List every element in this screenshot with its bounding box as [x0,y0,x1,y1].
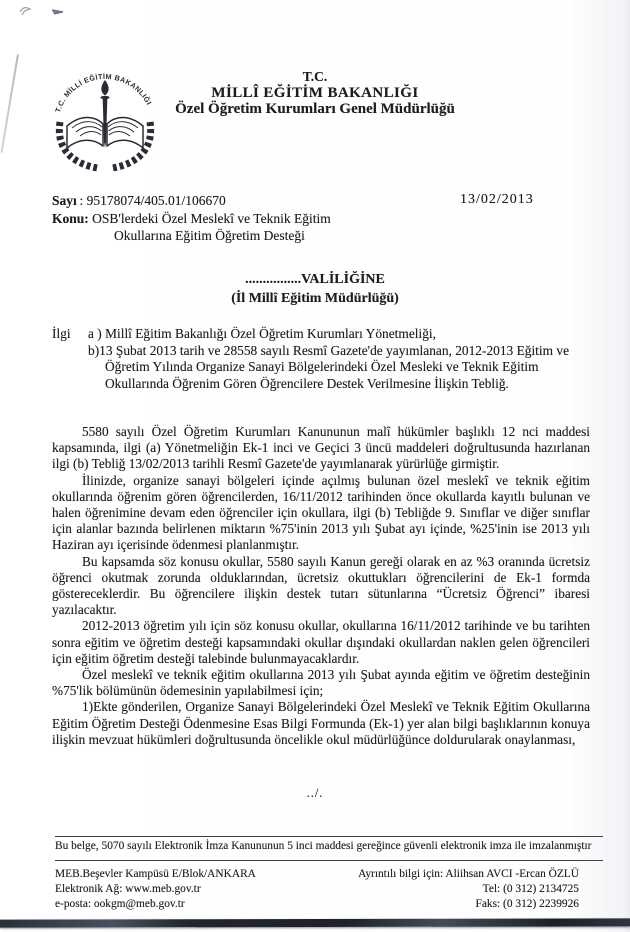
konu-label: Konu: [52,210,89,226]
konu-line1 [52,210,331,228]
scan-scribble-marks [14,2,84,22]
sayi-label: Sayı [52,193,77,208]
footer-divider-bottom [55,860,603,861]
letter-body [52,424,590,748]
references-block [52,326,592,392]
paragraph-4: 2012-2013 öğretim yılı için söz konusu okullar, okullarına 16/11/2012 tarihinde ve bu tarihten sonra eğitim ve öğretim desteği kapsamındaki okullar dışındaki okullardan naklen gelen öğrencileri için eğitim öğretim desteği talebinde bulunmayacaklardır. [52,618,590,666]
recipient-line1: ................VALİLİĞİNE [245,272,385,287]
footer-left-column [55,867,256,912]
footer-contact-block [55,867,579,912]
recipient-block [0,271,630,308]
konu-value-line2: Okullarına Eğitim Öğretim Desteği [114,228,305,243]
letterhead-ministry: MİLLÎ EĞİTİM BAKANLIĞI [211,85,419,101]
footer-tel: Tel: (0 312) 2134725 [482,883,579,895]
footer-contact-person: Ayrıntılı bilgi için: Aliihsan AVCI -Ercan ÖZLÜ [358,868,579,880]
sayi-line [52,192,331,210]
paragraph-6: 1)Ekte gönderilen, Organize Sanayi Bölgelerindeki Özel Meslekî ve Teknik Eğitim Okullarına Eğitim Öğretim Desteği Ödenmesine Esas Bilgi Formunda (Ek-1) yer alan bilgi başlıklarının konuya ilişkin mevzuat hükümleri doğrultusunda öncelikle okul müdürlüğünce doldurularak onaylanması, [52,699,590,747]
recipient-line2: (İl Millî Eğitim Müdürlüğü) [231,290,399,306]
emblem-arc-text: T.C. MİLLİ EĞİTİM BAKANLIĞI [53,71,154,114]
scan-bottom-edge [0,918,630,927]
footer-divider-top [55,836,603,837]
document-date: 13/02/2013 [460,192,534,207]
document-meta [52,192,331,245]
footer-right-column [358,867,579,912]
footer-email: e-posta: ookgm@meb.gov.tr [55,898,185,910]
paragraph-1: 5580 sayılı Özel Öğretim Kurumları Kanununun malî hükümler başlıklı 12 nci maddesi kapsamında, ilgi (a) Yönetmeliğin Ek-1 inci ve Geçici 3 üncü maddeleri doğrultusunda hazırlanan ilgi (b) Tebliğ 13/02/2013 tarihli Resmî Gazete'de yayımlanarak yürürlüğe girmiştir. [52,424,590,472]
references-label: İlgi [52,326,71,341]
reference-a-text: a ) Millî Eğitim Bakanlığı Özel Öğretim Kurumları Yönetmeliği, [88,326,436,341]
letterhead-tc: T.C. [302,69,328,84]
paragraph-2: İlinizde, organize sanayi bölgeleri içinde açılmış bulunan özel meslekî ve teknik eğitim okullarında öğrenim gören öğrencilerden, 16/11/2012 tarihinden önce okullarda kayıtlı bulunan ve halen öğrenimine devam eden öğrenciler için okullara, ilgi (b) Tebliğde 9. Sınıflar ve diğer sınıflar için alanlar bazında belirlenen miktarın %75'inin 2013 yılı Şubat ayı içinde, %25'inin ise 2013 yılı Haziran ayı içerisinde ödenmesi planlanmıştır. [52,472,590,553]
page-continuation-mark: ../. [306,786,324,800]
reference-item-a [52,326,592,343]
reference-item-b [52,343,592,393]
paragraph-5: Özel meslekî ve teknik eğitim okullarına 2013 yılı Şubat ayında eğitim ve öğretim desteğinin %75'lik bölümünün ödemesinin yapılabilmesi için; [52,667,590,699]
footer-fax: Faks: (0 312) 2239926 [475,898,579,910]
letterhead-directorate: Özel Öğretim Kurumları Genel Müdürlüğü [175,101,455,117]
sayi-value: : 95178074/405.01/106670 [79,193,226,208]
esignature-note: Bu belge, 5070 sayılı Elektronik İmza Kanununun 5 inci maddesi gereğince güvenli elektronik imza ile imzalanmıştır [55,840,592,852]
letterhead [0,69,630,117]
paragraph-3: Bu kapsamda söz konusu okullar, 5580 sayılı Kanun gereği olarak en az %3 oranında ücretsiz öğrenci okutmak zorunda olduklarından, ücretsiz okuttukları öğrencilerini de Ek-1 formda göstereceklerdir. Bu öğrencilere ilişkin destek tutarı sütunlarına “Ücretsiz Öğrenci” ibaresi yazılacaktır. [52,553,590,618]
footer-address: MEB.Beşevler Kampüsü E/Blok/ANKARA [55,868,256,880]
konu-value-line1: OSB'lerdeki Özel Meslekî ve Teknik Eğitim [92,210,331,226]
reference-b-text: b)13 Şubat 2013 tarih ve 28558 sayılı Resmî Gazete'de yayımlanan, 2012-2013 Eğitim ve Öğretim Yılında Organize Sanayi Bölgelerindeki Özel Mesleki ve Teknik Eğitim Okullarında Öğrenim Gören Öğrencilere Destek Verilmesine İlişkin Tebliğ. [88,342,570,391]
footer-network: Elektronik Ağ: www.meb.gov.tr [55,883,201,895]
